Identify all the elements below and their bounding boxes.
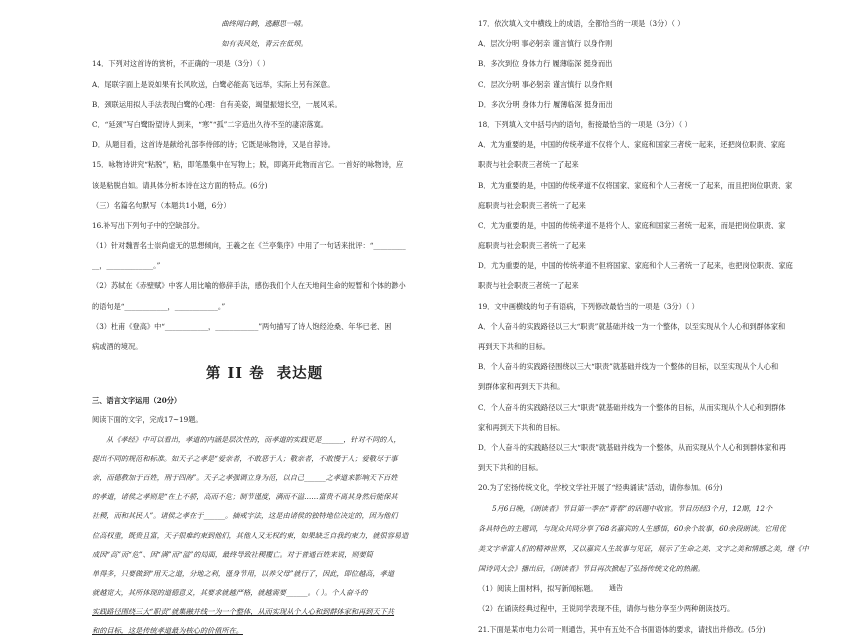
poem-line-2: 如有表风处，青云在低坝。 <box>221 39 308 49</box>
question-17: 17．依次填入文中横线上的成语，全都恰当的一项是（3分）（ ） <box>478 19 685 28</box>
section-three-heading: 三、语言文字运用（20分） <box>92 396 182 406</box>
passage-underlined-line: 实践路径围绕三大“职责”就集融并线一为一个整体，从而实现从个人心和到群体家和再到天下共 <box>92 607 395 617</box>
passage-line: 成因“高”而“危”、因“满”而“溢”的局面，最终导致社稷覆亡。对于普通百姓来说，则要简 <box>92 549 373 559</box>
q18-option-d: D．尤为重要的是，中国的传统孝道不但将国家、家庭和个人三者统一了起来，也把岗位职责、家庭 <box>478 261 793 271</box>
passage-line: 的孝道，诸侯之孝则是“在上不骄，高而不危；制节谨度，满而不溢……富贵不离其身然后能保其 <box>92 492 398 502</box>
reading-instruction: 阅读下面的文字，完成17~19题。 <box>92 415 203 425</box>
passage-line: 亲，而德教加于百姓，刑于四海”。天子之孝强调立身为范，以自己______之孝道来影响天下百姓 <box>92 472 398 482</box>
question-15-line-1: 15．咏物诗讲究“粘脱”，粘，即笔墨集中在写物上；脱，即离开此物而言它。一首好的咏物诗，应 <box>92 160 404 170</box>
question-19: 19．文中画横线的句子有语病，下列修改最恰当的一项是（3分）（ ） <box>478 301 699 311</box>
q19-option-d: D．个人奋斗的实践路径以三大“职责”就基础并线为一个整体，从而实现从个人心和到群体家和再 <box>478 442 786 452</box>
section-title-volume: 第 II 卷 <box>205 365 265 383</box>
q16-item-2-line-1: （2）苏轼在《赤壁赋》中客人用比喻的修辞手法，感伤我们个人在天地间生命的短暂和个体的渺小 <box>92 281 406 291</box>
question-16: 16.补写出下列句子中的空缺部分。 <box>92 220 205 230</box>
q18-option-a: A．尤为重要的是，中国的传统孝道不仅将个人、家庭和国家三者统一起来，还把岗位职责、家庭 <box>478 140 786 150</box>
q18-option-c-cont: 庭职责与社会职责三者统一了起来 <box>478 241 586 251</box>
q20-task-2: （2）在诵读经典过程中，王说同学表现不佳，请你与他分享至少两种朗读技巧。 <box>478 604 735 614</box>
q18-option-c: C．尤为重要的是，中国的传统孝道不是将个人、家庭和国家三者统一起来，而是把岗位职责、家 <box>478 220 786 230</box>
question-20: 20.为了宏扬传统文化，学校文学社开展了“经典诵读”活动，请你参加。(6分) <box>478 483 723 493</box>
q14-option-d: D．从题目看，这首诗是献给礼部李侍郎的诗；它既是咏物诗，又是自荐诗。 <box>92 140 335 150</box>
q17-option-a: A．层次分明 事必躬亲 谨言慎行 以身作则 <box>478 39 613 49</box>
q19-option-a: A．个人奋斗的实践路径以三大“职责”就基础并线一为一个整体，以至实现从个人心和到群体家和 <box>478 321 786 331</box>
passage-line: 从《孝经》中可以看出，孝道的内涵是层次性的，而孝道的实践更是______，针对不同的人， <box>106 434 401 444</box>
question-15-line-2: 该是粘脱自如。请具体分析本诗在这方面的特点。(6分) <box>92 180 268 190</box>
q18-option-b-cont: 庭职责与社会职责三者统一了起来 <box>478 200 586 210</box>
q14-option-c: C．“延颈”写白鹭盼望诗人到来，“寒”“孤”二字造出久待不至的凄凉落寞。 <box>92 119 328 129</box>
passage-underlined-line: 和的目标，这是传统孝道最为核心的价值所在。 <box>92 626 243 636</box>
question-18: 18．下列填入文中括号内的语句，衔接最恰当的一项是（3分）（ ） <box>478 119 692 129</box>
q16-item-3-line-1: （3）杜甫《登高》中“____________，____________”两句描写了诗人饱经沧桑、年华已老、困 <box>92 321 392 331</box>
passage-line: 位高权重，既贵且富，天子很难约束到他们，其他人又无权约束，如果缺乏自我约束力，就很容易造 <box>92 530 409 540</box>
q16-item-1-line-1: （1）针对魏晋名士崇尚虚无的思想倾向，王羲之在《兰亭集序》中用了一句话来批评：“_________ <box>92 241 406 251</box>
passage-line: 社稷，而和其民人”。诸侯之孝在于______。摘戒字法，这是由诸侯的独特地位决定的，因为他们 <box>92 511 398 521</box>
q19-option-d-cont: 到天下共和的目标。 <box>478 463 543 473</box>
notice-title: 通告 <box>609 584 623 592</box>
q16-item-2-line-2: 的语句是“____________，____________。” <box>92 301 226 311</box>
q19-option-b: B．个人奋斗的实践路径围绕以三大“职责”就基础并线为一个整体的目标，以至实现从个人心和 <box>478 362 779 372</box>
poem-line-1: 曲终闻白鹤，逃翻思一晴。 <box>221 19 308 28</box>
passage-line: 单得多，只要做到“用天之道，分地之利，谨身节用，以养父母”就行了，因此，即位越高，孝道 <box>92 568 395 578</box>
q16-item-3-line-2: 病或酒的境况。 <box>92 342 143 351</box>
q20-material-line: 5月6日晚，《朗读者》节目第一季在“青春”的话题中收官。节目历经3个月，12期，12个 <box>492 503 773 513</box>
q17-option-c: C．层次分明 事必躬亲 谨言慎行 以身作则 <box>478 79 613 89</box>
passage-line: 提出不同的规范和标准。如天子之孝是“爱亲者，不敢恶于人；敬亲者，不敢慢于人；爱敬尽于事 <box>92 453 398 463</box>
q20-material-line: 各具特色的主题词，与现众共同分享了68名嘉宾的人生感悟，60余个故事，60余段朗读。它用优 <box>478 523 786 533</box>
q18-option-d-cont: 职责与社会职责三者统一了起来 <box>478 281 579 291</box>
q18-option-b: B．尤为重要的是，中国的传统孝道不仅将国家、家庭和个人三者统一了起来，而且把岗位职责、家 <box>478 180 793 190</box>
question-21: 21.下面是某市电力公司一则通告，其中有五处不合书面语体的要求，请找出并修改。(5分) <box>478 624 766 634</box>
subsection-heading: （三）名篇名句默写（本题共1小题，6分） <box>92 200 231 210</box>
question-14: 14．下列对这首诗的赏析，不正确的一项是（3分）（ ） <box>92 59 270 69</box>
section-title <box>92 357 437 391</box>
left-column <box>92 14 437 641</box>
q20-task-1: （1）阅读上面材料，拟写新闻标题。 <box>478 584 598 594</box>
q19-option-c: C．个人奋斗的实践路径以三大“职责”就基础并线为一个整体的目标，从而实现从个人心和到群体 <box>478 402 786 412</box>
q20-material-line: 国诗词大会》播出后，《朗读者》节目再次掀起了弘扬传统文化的热潮。 <box>478 564 705 574</box>
q18-option-a-cont: 职责与社会职责三者统一了起来 <box>478 160 579 170</box>
section-title-name: 表达题 <box>276 365 324 383</box>
q19-option-c-cont: 家和再到天下共和的目标。 <box>478 422 565 432</box>
q19-option-a-cont: 再到天下共和的目标。 <box>478 342 550 351</box>
q19-option-b-cont: 到群体家和再到天下共和。 <box>478 382 565 392</box>
q14-option-b: B．颈联运用拟人手法表现白鹭的心理：自有美姿，竭望振翅长空，一展风采。 <box>92 99 342 109</box>
q17-option-d: D．多次分明 身体力行 履薄临深 挺身而出 <box>478 99 613 109</box>
q14-option-a: A．尾联字面上是说如果有长风吹送，白鹭必能高飞远举，实际上另有深意。 <box>92 79 335 89</box>
right-column <box>478 14 832 640</box>
q17-option-b: B．多次到位 身体力行 履薄临深 挺身而出 <box>478 59 613 69</box>
passage-line: 就越宽大，其所体现的道德意义，其要求就越严格，就越需要______。（ ）。个人奋斗的 <box>92 588 368 598</box>
q16-item-1-line-2: __，_____________。” <box>92 261 161 271</box>
q20-material-line: 美文字幸富人们的精神世界，又以嘉宾人生故事与见证，展示了生命之美、文字之美和情感之美，继《中 <box>478 543 809 553</box>
